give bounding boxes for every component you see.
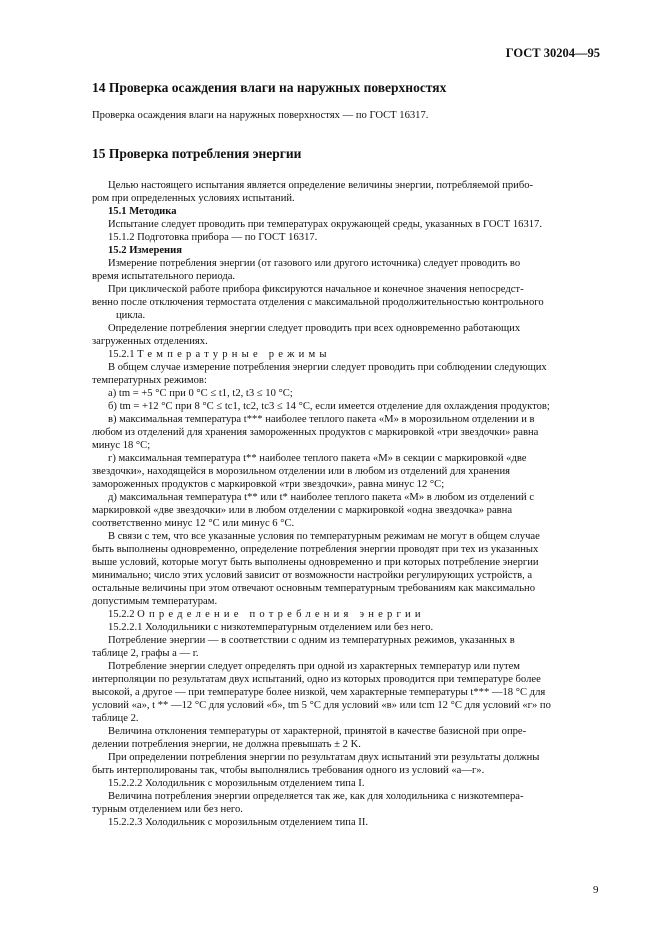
page-number: 9	[593, 884, 599, 896]
text-line: Испытание следует проводить при температурах окружающей среды, указанных в ГОСТ 16317.	[108, 219, 542, 230]
text-line: а) tm = +5 °С при 0 °С ≤ t1, t2, t3 ≤ 10 °С;	[108, 388, 293, 399]
text-line: минус 18 °С;	[92, 440, 151, 451]
text-line: 15.2.2.3 Холодильник с морозильным отделением типа II.	[108, 817, 369, 828]
text-line: быть выполнены одновременно, определение потребления энергии проводят при тех из указанных	[92, 544, 539, 555]
text-line: цикла.	[116, 310, 146, 321]
text-line: остальные величины при этом отвечают основным температурным требованиям как максимально	[92, 583, 535, 594]
text-line: интерполяции по результатам двух испытаний, одно из которых проводится при температуре более	[92, 674, 541, 685]
text-line: маркировкой «две звездочки» или в любом отделении с маркировкой «одна звездочка» равна	[92, 505, 513, 516]
text-line: высокой, а другое — при температуре более низкой, чем характерные температуры t*** —18 °С для	[92, 687, 546, 698]
text-line: 15.2.2.2 Холодильник с морозильным отделением типа I.	[108, 778, 365, 789]
text-line: 15.2.2.1 Холодильники с низкотемпературным отделением или без него.	[108, 622, 434, 633]
text-line: Потребление энергии следует определять при одной из характерных температур или путем	[108, 661, 520, 672]
text-line: замороженных продуктов с маркировкой «три звездочки», равна минус 12 °С;	[92, 479, 445, 490]
text-line: ром при определенных условиях испытаний.	[92, 193, 295, 204]
text-line: Потребление энергии — в соответствии с одним из температурных режимов, указанных в	[108, 635, 515, 646]
text-line: быть интерполированы так, чтобы выполнялись требования одного из условий «а—г».	[92, 765, 485, 776]
text-line: турным отделением или без него.	[92, 804, 243, 815]
text-line: Величина отклонения температуры от характерной, принятой в качестве базисной при опре-	[108, 726, 527, 737]
text-line: Целью настоящего испытания является определение величины энергии, потребляемой прибо-	[108, 180, 534, 191]
text-line: в) максимальная температура t*** наиболее теплого пакета «М» в морозильном отделении и в	[108, 414, 535, 425]
section-14-title: 14 Проверка осаждения влаги на наружных поверхностях	[92, 80, 447, 95]
section-15-title: 15 Проверка потребления энергии	[92, 146, 302, 161]
standard-code-header: ГОСТ 30204—95	[505, 46, 600, 60]
text-line: температурных режимов:	[92, 375, 207, 386]
text-line: Определение потребления энергии следует проводить при всех одновременно работающих	[108, 323, 521, 334]
text-line: таблице 2, графы а — г.	[92, 648, 199, 659]
text-line: В общем случае измерение потребления энергии следует проводить при соблюдении следующих	[108, 362, 547, 373]
text-line: условий «а», t ** —12 °С для условий «б», tm 5 °С для условий «в» или tcm 12 °С для условий «г» по	[92, 700, 551, 711]
text-line: звездочки», находящейся в морозильном отделении или в любом из отделений для хранения	[92, 466, 511, 477]
text-line: загруженных отделениях.	[92, 336, 208, 347]
text-line: 15.2.2 Определение потребления энергии	[108, 609, 425, 620]
text-line: 15.2.1 Температурные режимы	[108, 349, 331, 360]
text-line: При определении потребления энергии по результатам двух испытаний эти результаты должны	[108, 752, 540, 763]
text-line: допустимым температурам.	[92, 596, 218, 607]
text-line: венно после отключения термостата отделения с максимальной продолжительностью контрольного	[92, 297, 544, 308]
text-line: д) максимальная температура t** или t* наиболее теплого пакета «М» в любом из отделений с	[108, 492, 535, 503]
text-line: выше условий, которые могут быть выполнены одновременно и при которых потребление энергии	[92, 557, 539, 568]
text-line: б) tm = +12 °С при 8 °С ≤ tc1, tc2, tc3 ≤ 14 °С, если имеется отделение для охлаждения продуктов;	[108, 401, 550, 412]
text-line: Величина потребления энергии определяется так же, как для холодильника с низкотемпера-	[108, 791, 524, 802]
text-line: г) максимальная температура t** наиболее теплого пакета «М» в секции с маркировкой «две	[108, 453, 527, 464]
text-line: таблице 2.	[92, 713, 139, 724]
text-line: В связи с тем, что все указанные условия по температурным режимам не могут в общем случае	[108, 531, 540, 542]
text-line: минимально; число этих условий зависит от возможности настройки регулирующих устройств, а	[92, 570, 533, 581]
text-line: время испытательного периода.	[92, 271, 236, 282]
text-line: 15.1 Методика	[108, 206, 177, 217]
text-line: При циклической работе прибора фиксируются начальное и конечное значения непосредст-	[108, 284, 524, 295]
section-14-text: Проверка осаждения влаги на наружных поверхностях — по ГОСТ 16317.	[92, 110, 429, 121]
text-line: 15.1.2 Подготовка прибора — по ГОСТ 16317.	[108, 232, 318, 243]
text-line: Измерение потребления энергии (от газового или другого источника) следует проводить во	[108, 258, 521, 269]
text-line: любом из отделений для хранения замороженных продуктов с маркировкой «три звездочки» равна	[92, 427, 539, 438]
text-line: 15.2 Измерения	[108, 245, 182, 256]
text-line: делении потребления энергии, не должна превышать ± 2 K.	[92, 739, 361, 750]
text-line: соответственно минус 12 °С или минус 6 °С.	[92, 518, 295, 529]
